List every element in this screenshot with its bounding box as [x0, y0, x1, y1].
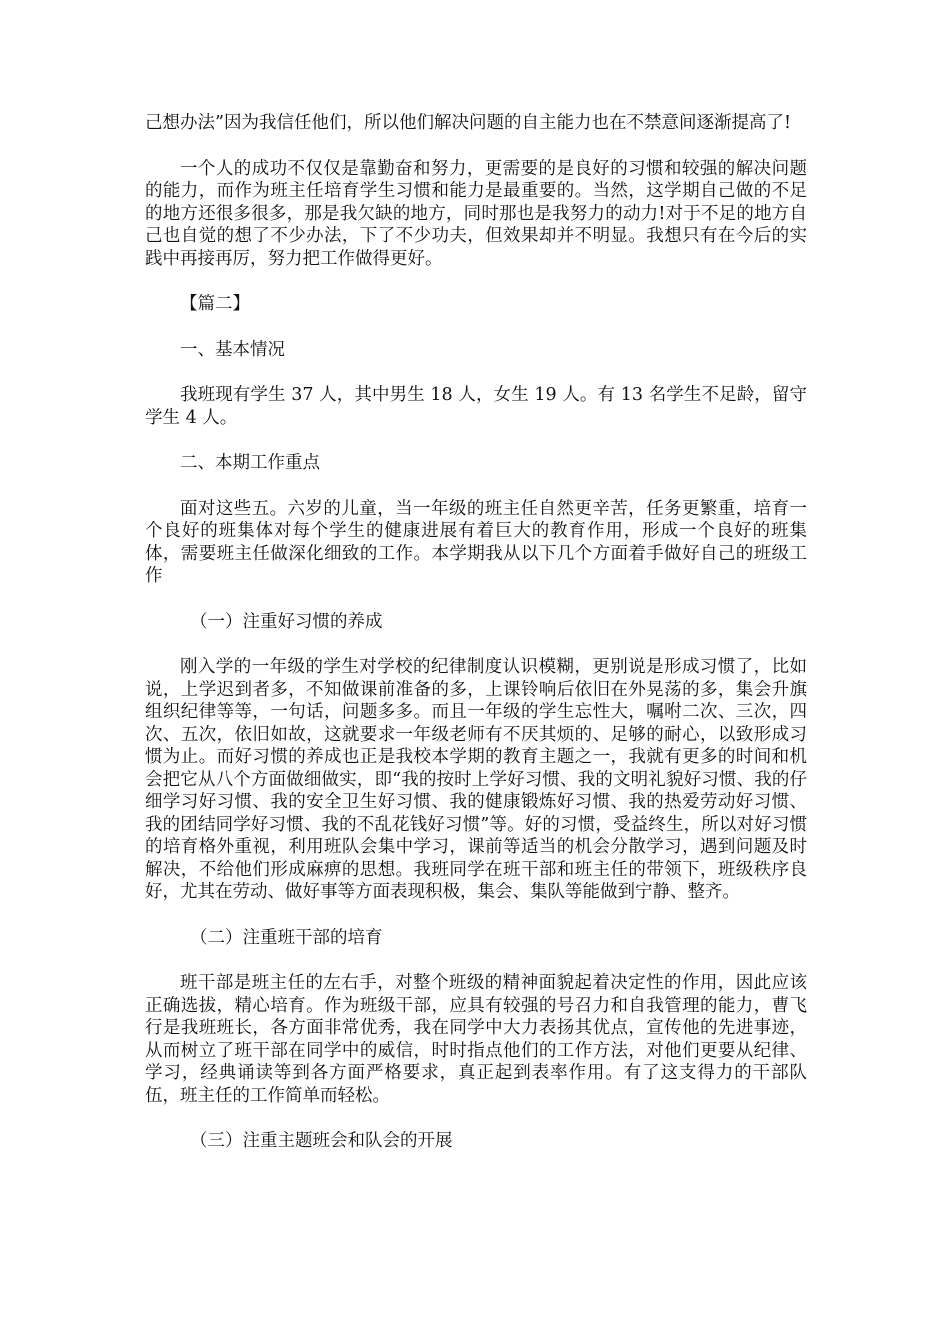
- paragraph-summary: 一个人的成功不仅仅是靠勤奋和努力，更需要的是良好的习惯和较强的解决问题的能力，而作为班主任培育学生习惯和能力是最重要的。当然，这学期自己做的不足的地方还很多很多，那是我欠缺的地方，同时那也是我努力的动力!对于不足的地方自己也自觉的想了不少办法，下了不少功夫，但效果却并不明显。我想只有在今后的实践中再接再厉，努力把工作做得更好。: [145, 158, 807, 269]
- subheading-class-cadres: （二）注重班干部的培育: [190, 927, 383, 948]
- heading-basic-situation: 一、基本情况: [180, 339, 285, 360]
- document-page: [145, 112, 807, 1176]
- paragraph-good-habits: 刚入学的一年级的学生对学校的纪律制度认识模糊，更别说是形成习惯了，比如说，上学迟到者多，不知做课前准备的多，上课铃响后依旧在外晃荡的多，集会升旗组织纪律等等，一句话，问题多多。而且一年级的学生忘性大，嘱咐二次、三次，四次、五次，依旧如故，这就要求一年级老师有不厌其烦的、足够的耐心，以致形成习惯为止。而好习惯的养成也正是我校本学期的教育主题之一，我就有更多的时间和机会把它从八个方面做细做实，即“我的按时上学好习惯、我的文明礼貌好习惯、我的仔细学习好习惯、我的安全卫生好习惯、我的健康锻炼好习惯、我的热爱劳动好习惯、我的团结同学好习惯、我的不乱花钱好习惯”等。好的习惯，受益终生，所以对好习惯的培育格外重视，利用班队会集中学习，课前等适当的机会分散学习，遇到问题及时解决，不给他们形成麻痹的思想。我班同学在班干部和班主任的带领下，班级秩序良好，尤其在劳动、做好事等方面表现积极，集会、集队等能做到宁静、整齐。: [145, 657, 807, 902]
- subheading-theme-meetings: （三）注重主题班会和队会的开展: [190, 1131, 453, 1151]
- section-title-part-two: 【篇二】: [180, 294, 250, 314]
- paragraph-work-focus: 面对这些五。六岁的儿童，当一年级的班主任自然更辛苦，任务更繁重，培育一个良好的班集体对每个学生的健康进展有着巨大的教育作用，形成一个良好的班集体，需要班主任做深化细致的工作。本学期我从以下几个方面着手做好自己的班级工作: [145, 498, 807, 586]
- heading-work-focus: 二、本期工作重点: [180, 453, 320, 473]
- paragraph-class-stats: 我班现有学生 37 人，其中男生 18 人，女生 19 人。有 13 名学生不足龄，留守学生 4 人。: [145, 385, 807, 428]
- subheading-good-habits: （一）注重好习惯的养成: [190, 611, 383, 632]
- paragraph-continuation: 己想办法”因为我信任他们，所以他们解决问题的自主能力也在不禁意间逐渐提高了!: [145, 113, 791, 133]
- paragraph-class-cadres: 班干部是班主任的左右手，对整个班级的精神面貌起着决定性的作用，因此应该正确选拔，精心培育。作为班级干部，应具有较强的号召力和自我管理的能力，曹飞行是我班班长，各方面非常优秀，我在同学中大力表扬其优点，宣传他的先进事迹，从而树立了班干部在同学中的威信，时时指点他们的工作方法，对他们更要从纪律、学习，经典诵读等到各方面严格要求，真正起到表率作用。有了这支得力的干部队伍，班主任的工作简单而轻松。: [145, 973, 807, 1106]
